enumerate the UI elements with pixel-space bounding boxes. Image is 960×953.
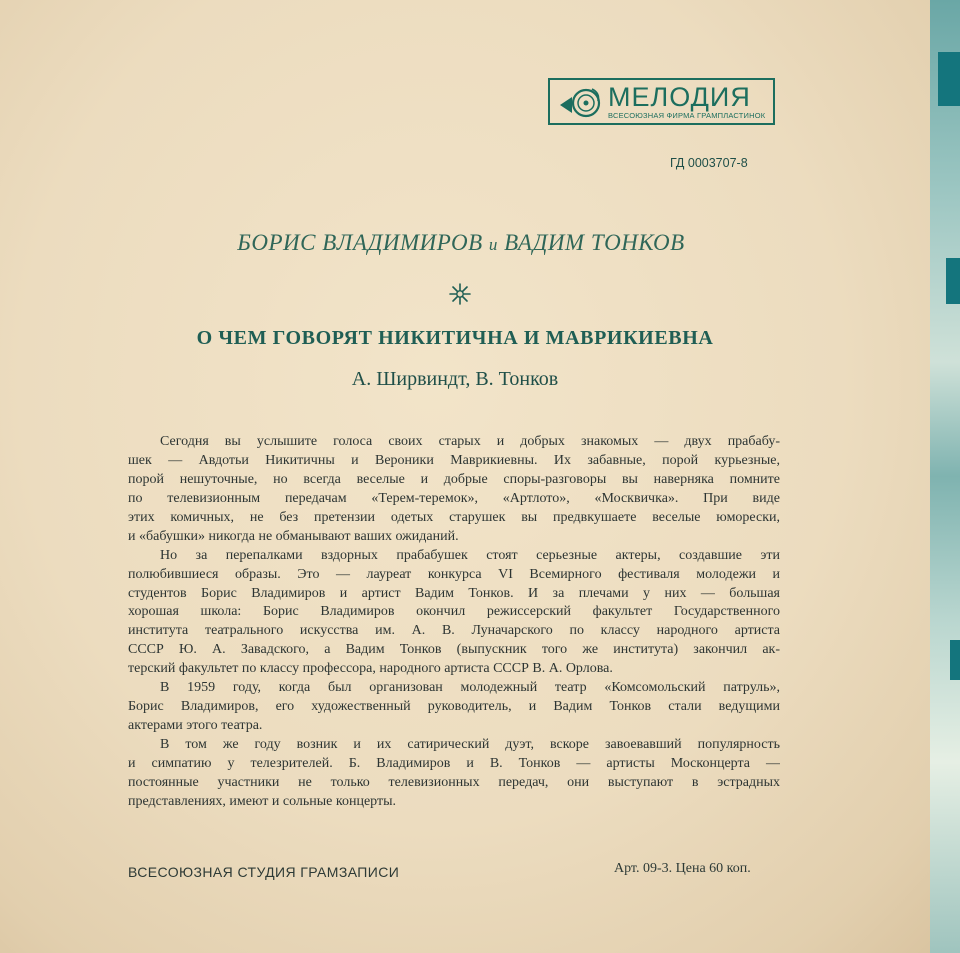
body-line: терский факультет по классу профессора, народного артиста СССР В. А. Орлова. <box>128 661 613 677</box>
snowflake-ornament-icon <box>449 283 471 305</box>
body-line: шек — Авдотьи Никитичны и Вероники Маврикиевны. Их забавные, порой курьезные, <box>128 452 780 468</box>
melodiya-logo <box>548 78 775 125</box>
price-label: Арт. 09-3. Цена 60 коп. <box>614 861 751 876</box>
body-line: представлениях, имеют и сольные концерты. <box>128 793 397 809</box>
adjacent-sleeve-edge <box>930 0 960 953</box>
gramophone-record-logo <box>558 85 602 119</box>
body-line: порой нешуточные, но всегда веселые и добрые споры-разговоры вы наверняка помните <box>128 471 780 487</box>
body-line: актерами этого театра. <box>128 718 263 734</box>
body-line: института театрального искусства им. А. В. Луначарского по классу народного артиста <box>128 623 780 639</box>
body-line: студентов Борис Владимиров и артист Вадим Тонков. И за плечами у них — большая <box>128 585 780 601</box>
body-line: этих комичных, не без претензии одетых старушек вы предвкушаете веселые юморески, <box>128 509 780 525</box>
artists-conjunction: и <box>488 235 498 254</box>
logo-subtitle: ВСЕСОЮЗНАЯ ФИРМА ГРАМПЛАСТИНОК <box>608 110 766 120</box>
body-line: В 1959 году, когда был организован молодежный театр «Комсомольский патруль», <box>160 680 780 696</box>
studio-name: ВСЕСОЮЗНАЯ СТУДИЯ ГРАМЗАПИСИ <box>128 864 400 880</box>
body-line: и «бабушки» никогда не обманывают ваших ожиданий. <box>128 528 459 544</box>
artist-2: ВАДИМ ТОНКОВ <box>504 230 685 255</box>
catalog-number: ГД 0003707-8 <box>670 156 748 170</box>
album-title: О ЧЕМ ГОВОРЯТ НИКИТИЧНА И МАВРИКИЕВНА <box>196 327 714 349</box>
artists-heading <box>0 230 922 256</box>
body-line: В том же году возник и их сатирический дуэт, вскоре завоевавший популярность <box>160 737 780 752</box>
body-line: Борис Владимиров, его художественный руководитель, и Вадим Тонков стали ведущими <box>128 699 780 715</box>
body-line: СССР Ю. А. Завадского, а Вадим Тонков (выпускник того же института) закончил ак- <box>128 642 780 658</box>
body-line: и симпатию у телезрителей. Б. Владимиров и В. Тонков — артисты Москонцерта — <box>128 755 780 771</box>
body-line: постоянные участники не только телевизионных передач, они выступают в эстрадных <box>128 774 780 790</box>
artist-1: БОРИС ВЛАДИМИРОВ <box>237 230 483 255</box>
body-line: Сегодня вы услышите голоса своих старых и добрых знакомых — двух прабабу- <box>160 434 780 449</box>
liner-notes <box>128 433 780 812</box>
body-line: хорошая школа: Борис Владимиров окончил режиссерский факультет Государственного <box>128 604 780 620</box>
body-line: Но за перепалками вздорных прабабушек стоят серьезные актеры, создавшие эти <box>160 547 780 563</box>
body-line: полюбившиеся образы. Это — лауреат конкурса VI Всемирного фестиваля молодежи и <box>128 566 780 582</box>
authors: А. Ширвиндт, В. Тонков <box>351 368 559 390</box>
logo-name: МЕЛОДИЯ <box>608 81 751 112</box>
body-line: по телевизионным передачам «Терем-теремок», «Артлото», «Москвичка». При виде <box>128 490 780 506</box>
